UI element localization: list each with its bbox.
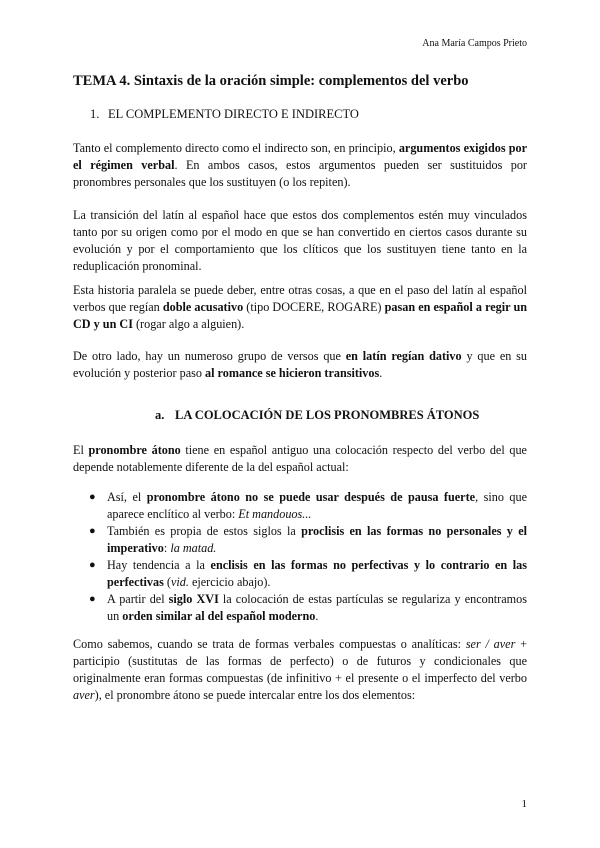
paragraph-2: La transición del latín al español hace que estos dos complementos estén muy vinculados tanto por su origen como por el modo en que se han convertido en ciertos casos durante su evolución y por el comportamiento que los clíticos que los sustituyen tiene tanto en la reduplicación pronominal.: [73, 208, 527, 273]
subsection-title: LA COLOCACIÓN DE LOS PRONOMBRES ÁTONOS: [175, 408, 480, 422]
list-item: ● También es propia de estos siglos la proclisis en las formas no personales y el imperativo: la matad.: [89, 524, 527, 555]
paragraph-4: De otro lado, hay un numeroso grupo de versos que en latín regían dativo y que en su evolución y posterior paso al romance se hicieron transitivos.: [73, 349, 527, 380]
paragraph-6: Como sabemos, cuando se trata de formas verbales compuestas o analíticas: ser / aver + participio (sustitutas de las formas de perfecto) o de futuros y condicionales que originalmente eran formas compuestas (de infinitivo + el presente o el imperfecto del verbo aver), el pronombre átono se puede intercalar entre los dos elementos:: [73, 637, 528, 702]
section-number: 1.: [90, 107, 100, 121]
bullet-icon: ●: [89, 593, 96, 605]
page-number: 1: [521, 798, 527, 810]
document-title: TEMA 4. Sintaxis de la oración simple: complementos del verbo: [73, 73, 469, 89]
bullet-icon: ●: [89, 559, 96, 571]
paragraph-5: El pronombre átono tiene en español antiguo una colocación respecto del verbo del que depende notablemente diferente de la del español actual:: [73, 443, 527, 474]
section-title: EL COMPLEMENTO DIRECTO E INDIRECTO: [108, 107, 359, 121]
bullet-icon: ●: [89, 525, 96, 537]
bullet-icon: ●: [89, 491, 96, 503]
paragraph-3: Esta historia paralela se puede deber, entre otras cosas, a que en el paso del latín al español verbos que regían doble acusativo (tipo DOCERE, ROGARE) pasan en español a regir un CD y un CI (rogar algo a alguien).: [73, 283, 528, 331]
header-author: Ana María Campos Prieto: [422, 38, 527, 49]
list-item: ● Hay tendencia a la enclisis en las formas no perfectivas y lo contrario en las perfectivas (vid. ejercicio abajo).: [89, 558, 527, 589]
list-item: ● A partir del siglo XVI la colocación de estas partículas se regulariza y encontramos un orden similar al del español moderno.: [89, 592, 527, 623]
paragraph-1: Tanto el complemento directo como el indirecto son, en principio, argumentos exigidos por el régimen verbal. En ambos casos, estos argumentos pueden ser sustituidos por pronombres personales que los sustituyen (o los repiten).: [73, 141, 527, 189]
section-heading: [90, 107, 359, 122]
bullet-list: [73, 489, 527, 625]
subsection-heading: [155, 408, 479, 423]
list-item: ● Así, el pronombre átono no se puede usar después de pausa fuerte, sino que aparece enclítico al verbo: Et mandouos...: [89, 490, 527, 521]
subsection-letter: a.: [155, 408, 165, 422]
